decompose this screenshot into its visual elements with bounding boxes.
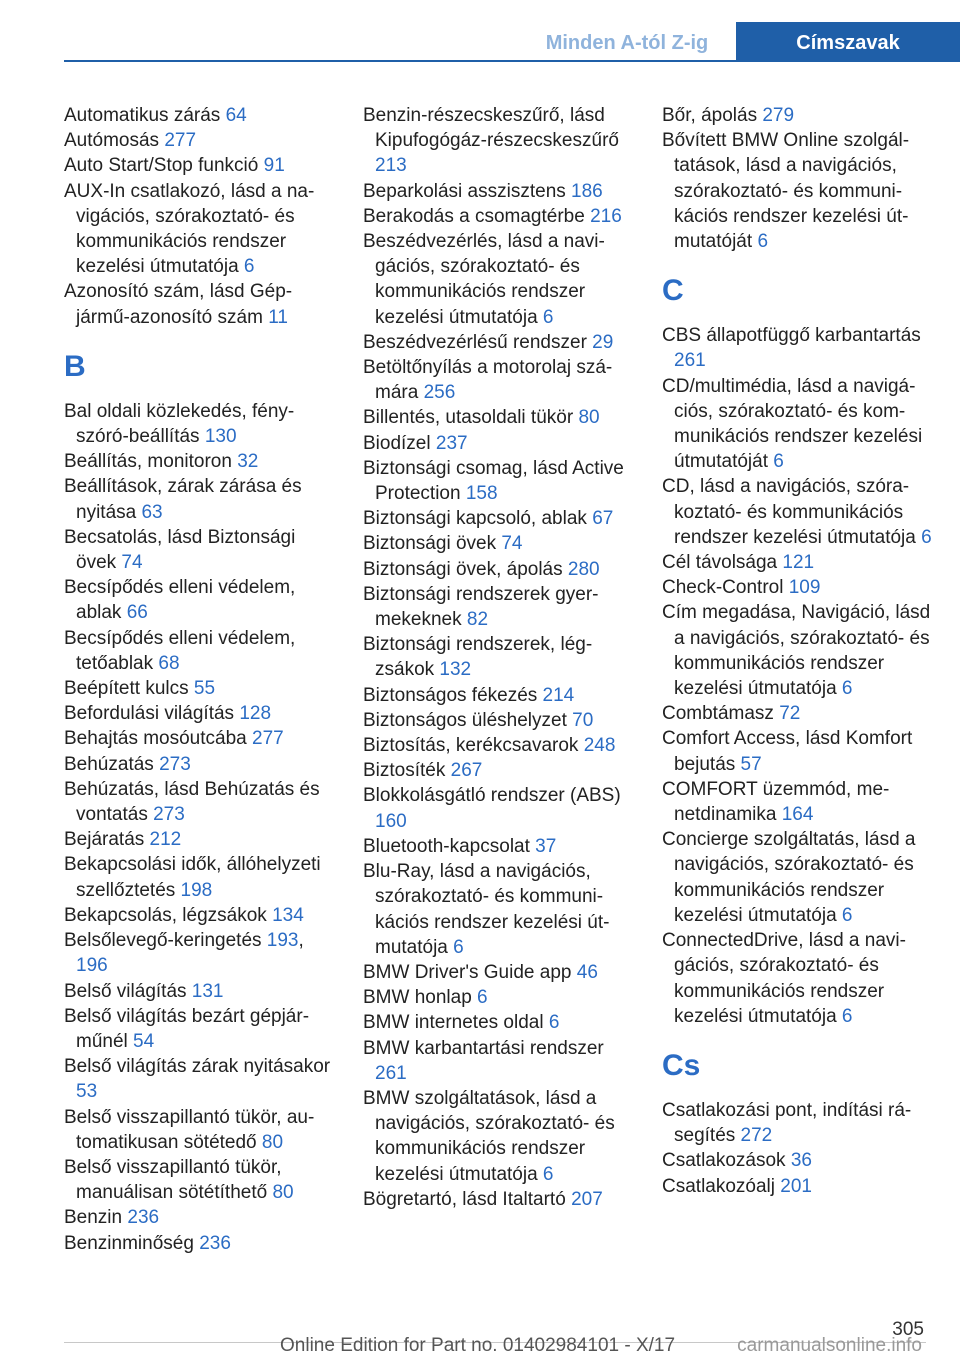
index-term: Beépített kulcs: [64, 678, 194, 700]
index-entry: [363, 1086, 631, 1187]
index-term: Beszédvezérlés, lásd a navigációs, szórakoztató- és kommunikációs rendszer kezelési útmutatója: [363, 231, 605, 328]
page-reference-link[interactable]: 201: [780, 1175, 812, 1197]
index-term: Cél távolsága: [662, 552, 783, 574]
index-entry: [363, 355, 631, 405]
index-term: Belső visszapillantó tükör, automatikusan sötétedő: [64, 1106, 315, 1153]
page-reference-link[interactable]: 261: [674, 350, 706, 372]
page-reference-link[interactable]: 198: [180, 879, 213, 901]
page-reference-link[interactable]: 134: [272, 904, 304, 926]
index-entry: [64, 474, 332, 524]
index-entry: [363, 103, 631, 179]
index-entry: [64, 903, 332, 928]
index-entry: [363, 859, 631, 960]
page-reference-link[interactable]: 6: [477, 987, 488, 1009]
page-reference-link[interactable]: 261: [375, 1062, 407, 1084]
page-reference-link[interactable]: 236: [127, 1207, 160, 1229]
index-entry: [363, 1187, 631, 1212]
index-entry: [363, 708, 631, 733]
page-reference-link[interactable]: 29: [592, 331, 614, 353]
page-reference-link[interactable]: 186: [571, 180, 603, 202]
index-term: Belső visszapillantó tükör, manuálisan sötétíthető: [64, 1156, 282, 1204]
page-reference-link[interactable]: 216: [590, 205, 622, 227]
page-reference-link[interactable]: 64: [225, 105, 247, 126]
page-header: [0, 22, 960, 62]
index-term: Beparkolási asszisztens: [363, 180, 572, 202]
index-column-1: [64, 103, 332, 1256]
index-entry: [662, 550, 932, 575]
index-term: Betöltőnyílás a motorolaj számára: [363, 357, 613, 404]
index-term: Benzinminőség: [64, 1232, 200, 1254]
page-reference-link[interactable]: 273: [153, 804, 185, 826]
page-reference-link[interactable]: 80: [578, 407, 600, 429]
index-entry: [662, 1174, 932, 1199]
page-reference-link[interactable]: 80: [272, 1182, 294, 1204]
index-entry: [64, 928, 332, 978]
page-reference-link[interactable]: 132: [439, 659, 472, 681]
page-reference-link[interactable]: 6: [841, 1005, 853, 1027]
index-entry: [363, 632, 631, 682]
index-entry: [662, 575, 932, 600]
page-reference-link[interactable]: 236: [199, 1232, 231, 1254]
index-term: BMW honlap: [363, 987, 478, 1009]
index-term: Bőr, ápolás: [662, 105, 763, 126]
index-term: Beállítás, monitoron: [64, 451, 238, 473]
index-term: CBS állapotfüggő karbantartás: [662, 325, 921, 347]
index-term: Biztonságos üléshelyzet: [363, 709, 573, 731]
index-entry: [363, 834, 631, 859]
index-entry: [363, 456, 631, 506]
index-term: Bal oldali közlekedés, fényszóró-beállítás: [64, 400, 295, 448]
index-term: Belső világítás bezárt gépjárműnél: [64, 1005, 310, 1052]
page-reference-link[interactable]: 277: [164, 130, 197, 152]
index-term: Befordulási világítás: [64, 703, 240, 725]
index-term: Beszédvezérlésű rendszer: [363, 331, 593, 353]
index-entry: [64, 103, 332, 128]
index-term: Becsatolás, lásd Biztonsági övek: [64, 526, 296, 574]
index-entry: [64, 827, 332, 852]
index-term: Belső világítás zárak nyitásakor: [64, 1056, 331, 1078]
index-entry: [662, 374, 932, 475]
index-term: Belsőlevegő-keringetés: [64, 930, 267, 952]
index-entry: [64, 1105, 332, 1155]
index-entry: [363, 985, 631, 1010]
index-term: Bekapcsolási idők, állóhelyzeti szellőztetés: [64, 854, 321, 901]
page-reference-link[interactable]: 273: [159, 753, 191, 775]
index-term: Biztonsági rendszerek gyermekeknek: [363, 583, 599, 631]
page-reference-link[interactable]: 67: [592, 508, 614, 530]
page-reference-link[interactable]: 128: [239, 703, 272, 725]
index-entry: [363, 431, 631, 456]
index-term: Billentés, utasoldali tükör: [363, 407, 579, 429]
page-reference-link[interactable]: 213: [375, 155, 407, 177]
page-reference-link[interactable]: 6: [548, 1012, 560, 1034]
page-reference-link[interactable]: 74: [121, 552, 143, 574]
index-term: BMW Driver's Guide app: [363, 961, 577, 983]
index-term: Blokkolásgátló rendszer (ABS): [363, 785, 621, 807]
page-reference-link[interactable]: 164: [781, 804, 814, 826]
index-entry: [64, 399, 332, 449]
index-entry: [662, 128, 932, 254]
index-entry: [662, 827, 932, 928]
index-term: BMW karbantartási rendszer: [363, 1037, 604, 1059]
index-entry: [64, 449, 332, 474]
index-entry: [64, 1004, 332, 1054]
index-term: Biztonsági rendszerek, légzsákok: [363, 634, 593, 681]
page-reference-link[interactable]: 267: [450, 760, 483, 782]
index-entry: [363, 783, 631, 833]
edition-note: Online Edition for Part no. 01402984101 - X/17: [280, 1335, 676, 1356]
index-entry: [363, 733, 631, 758]
index-entry: [64, 1054, 332, 1104]
index-entry: [662, 1148, 932, 1173]
page-reference-link[interactable]: 55: [193, 678, 216, 700]
page-reference-link[interactable]: 256: [423, 382, 456, 404]
index-term: Bögretartó, lásd Italtartó: [363, 1188, 572, 1210]
page-reference-link[interactable]: 237: [435, 432, 468, 454]
index-term: Automatikus zárás: [64, 105, 226, 126]
page-reference-link[interactable]: 6: [542, 306, 554, 328]
index-entry: [662, 474, 932, 550]
index-term: Behajtás mosóutcába: [64, 728, 253, 750]
index-entry: [363, 758, 631, 783]
index-term: BMW internetes oldal: [363, 1012, 549, 1034]
page-reference-link[interactable]: 121: [782, 552, 815, 574]
page-reference-link[interactable]: 6: [773, 451, 784, 473]
index-entry: [363, 1010, 631, 1035]
index-entry: [662, 777, 932, 827]
index-term: Bővített BMW Online szolgáltatások, lásd a navigációs, szórakoztató- és kommunikációs rendszer kezelési útmutatóját: [662, 130, 910, 253]
header-rule: [64, 60, 960, 62]
index-entry: [662, 701, 932, 726]
index-term: Bluetooth-kapcsolat: [363, 835, 536, 857]
page-reference-link[interactable]: 6: [243, 256, 255, 278]
index-term: Behúzatás, lásd Behúzatás és vontatás: [64, 778, 320, 826]
index-term: Biztosítás, kerékcsavarok: [363, 735, 584, 757]
index-entry: [363, 405, 631, 430]
page-reference-link[interactable]: 6: [841, 678, 853, 700]
index-term: Bejáratás: [64, 829, 150, 851]
index-term: Bekapcsolás, légzsákok: [64, 904, 273, 926]
page-reference-link[interactable]: 74: [501, 533, 523, 555]
index-term: Auto Start/Stop funkció: [64, 155, 264, 177]
page-reference-link[interactable]: 214: [542, 684, 575, 706]
page-reference-link[interactable]: 109: [788, 577, 821, 599]
page-reference-link[interactable]: 63: [141, 501, 163, 523]
index-entry: [662, 726, 932, 776]
index-entry: [363, 531, 631, 556]
page-reference-link[interactable]: 158: [465, 483, 498, 505]
page-reference-link[interactable]: 68: [158, 652, 180, 674]
page-reference-link[interactable]: 279: [762, 105, 795, 126]
index-entry: [64, 179, 332, 280]
index-entry: [363, 330, 631, 355]
index-letter-heading: Cs: [662, 1048, 701, 1082]
index-entry: [64, 701, 332, 726]
index-term: Becsípődés elleni védelem, ablak: [64, 577, 296, 624]
page-reference-link[interactable]: 280: [567, 558, 600, 580]
index-entry: [64, 1155, 332, 1205]
index-term: Benzin-részecskeszűrő, lásd Kipufogógáz-részecskeszűrő: [363, 105, 619, 152]
page-reference-link[interactable]: 193: [266, 930, 299, 952]
page-reference-link[interactable]: 212: [149, 829, 182, 851]
index-term: Biodízel: [363, 432, 436, 454]
index-entry: [363, 229, 631, 330]
reference-separator: ,: [298, 930, 304, 952]
index-column-3: [662, 103, 932, 1199]
index-term: CD/multimédia, lásd a navigációs, szórakoztató- és kommunikációs rendszer kezelési útmutatóját: [662, 375, 923, 473]
index-term: Berakodás a csomagtérbe: [363, 205, 591, 227]
index-entry: [662, 323, 932, 373]
page-reference-link[interactable]: 82: [466, 609, 489, 631]
index-term: Azonosító szám, lásd Gépjármű-azonosító szám: [64, 281, 293, 328]
index-entry: [64, 676, 332, 701]
index-term: Autómosás: [64, 130, 165, 152]
index-term: Behúzatás: [64, 753, 160, 775]
page-reference-link[interactable]: 160: [375, 810, 407, 832]
index-term: Biztonságos fékezés: [363, 684, 543, 706]
index-term: Csatlakozási pont, indítási rásegítés: [662, 1099, 912, 1147]
index-term: BMW szolgáltatások, lásd a navigációs, szórakoztató- és kommunikációs rendszer kezelési útmutatója: [363, 1087, 615, 1185]
page-reference-link[interactable]: 72: [779, 703, 801, 725]
index-entry: [64, 525, 332, 575]
page-reference-link[interactable]: 6: [921, 526, 932, 548]
page-reference-link[interactable]: 54: [133, 1030, 155, 1052]
index-entry: [64, 128, 332, 153]
page-reference-link[interactable]: 131: [191, 980, 224, 1002]
index-entry: [64, 852, 332, 902]
page-reference-link[interactable]: 80: [261, 1131, 284, 1153]
index-entry: [363, 506, 631, 531]
index-term: Benzin: [64, 1207, 128, 1229]
index-term: Concierge szolgáltatás, lásd a navigációs, szórakoztató- és kommunikációs rendszer kezelési útmutatója: [662, 829, 916, 926]
page-reference-link[interactable]: 6: [542, 1163, 554, 1185]
page-reference-link[interactable]: 11: [268, 306, 288, 328]
index-term: Comfort Access, lásd Komfort bejutás: [662, 728, 913, 775]
index-entry: [64, 153, 332, 178]
index-letter-heading: C: [662, 274, 684, 308]
index-term: Biztonsági övek: [363, 533, 502, 555]
index-term: Belső világítás: [64, 980, 192, 1002]
index-entry: [662, 1098, 932, 1148]
index-entry: [64, 726, 332, 751]
index-term: Biztonsági övek, ápolás: [363, 558, 568, 580]
page-reference-link[interactable]: 91: [263, 155, 285, 177]
watermark: carmanualsonline.info: [737, 1335, 922, 1356]
page-number: 305: [892, 1319, 924, 1340]
index-letter-heading: B: [64, 349, 86, 383]
page-reference-link[interactable]: 207: [571, 1188, 603, 1210]
index-entry: [662, 103, 932, 128]
page-reference-link[interactable]: 272: [740, 1125, 773, 1147]
index-term: Biztonsági csomag, lásd Active Protection: [363, 457, 624, 505]
page-reference-link[interactable]: 57: [740, 753, 762, 775]
index-entry: [64, 1231, 332, 1256]
index-entry: [363, 582, 631, 632]
index-term: CD, lásd a navigációs, szórakoztató- és kommunikációs rendszer kezelési útmutatója: [662, 476, 922, 548]
index-term: Blu-Ray, lásd a navigációs, szórakoztató- és kommunikációs rendszer kezelési útmutatója: [363, 861, 610, 958]
index-term: Becsípődés elleni védelem, tetőablak: [64, 627, 296, 674]
page-reference-link[interactable]: 66: [126, 602, 148, 624]
index-term: Beállítások, zárak zárása és nyitása: [64, 476, 302, 523]
index-entry: [64, 777, 332, 827]
index-entry: [64, 752, 332, 777]
index-entry: [363, 683, 631, 708]
index-entry: [64, 1205, 332, 1230]
page-reference-link[interactable]: 6: [453, 936, 464, 958]
page-reference-link[interactable]: 37: [535, 835, 557, 857]
index-entry: [363, 1036, 631, 1086]
index-entry: [363, 557, 631, 582]
index-term: Check-Control: [662, 577, 789, 599]
page-reference-link[interactable]: 46: [576, 961, 598, 983]
page-reference-link[interactable]: 53: [76, 1081, 98, 1103]
index-entry: [64, 575, 332, 625]
index-entry: [363, 204, 631, 229]
index-term: Csatlakozások: [662, 1150, 791, 1172]
page-reference-link[interactable]: 196: [76, 955, 108, 977]
index-term: Cím megadása, Navigáció, lásd a navigációs, szórakoztató- és kommunikációs rendszer kezelési útmutatója: [662, 602, 931, 700]
page-reference-link[interactable]: 6: [841, 904, 853, 926]
index-entry: [64, 979, 332, 1004]
index-entry: [64, 279, 332, 329]
index-entry: [662, 600, 932, 701]
page-reference-link[interactable]: 36: [790, 1150, 812, 1172]
index-term: AUX-In csatlakozó, lásd a navigációs, szórakoztató- és kommunikációs rendszer kezelési útmutatója: [64, 180, 315, 278]
index-entry: [662, 928, 932, 1029]
page-reference-link[interactable]: 277: [252, 728, 284, 750]
index-entry: [363, 179, 631, 204]
index-term: Combtámasz: [662, 703, 780, 725]
index-term: COMFORT üzemmód, menetdinamika: [662, 778, 890, 826]
index-entry: [363, 960, 631, 985]
page-reference-link[interactable]: 32: [237, 451, 259, 473]
index-term: ConnectedDrive, lásd a navigációs, szórakoztató- és kommunikációs rendszer kezelési útmutatója: [662, 930, 906, 1027]
index-column-2: [363, 103, 631, 1212]
page-reference-link[interactable]: 130: [204, 426, 237, 448]
page-reference-link[interactable]: 6: [757, 231, 769, 253]
index-entry: [64, 626, 332, 676]
index-term: Biztosíték: [363, 760, 451, 782]
section-title: Minden A-tól Z-ig: [545, 32, 709, 54]
chapter-tab[interactable]: Címszavak: [736, 22, 960, 62]
page-reference-link[interactable]: 70: [572, 709, 594, 731]
page-reference-link[interactable]: 248: [583, 735, 616, 757]
index-term: Csatlakozóalj: [662, 1175, 781, 1197]
index-term: Biztonsági kapcsoló, ablak: [363, 508, 593, 530]
